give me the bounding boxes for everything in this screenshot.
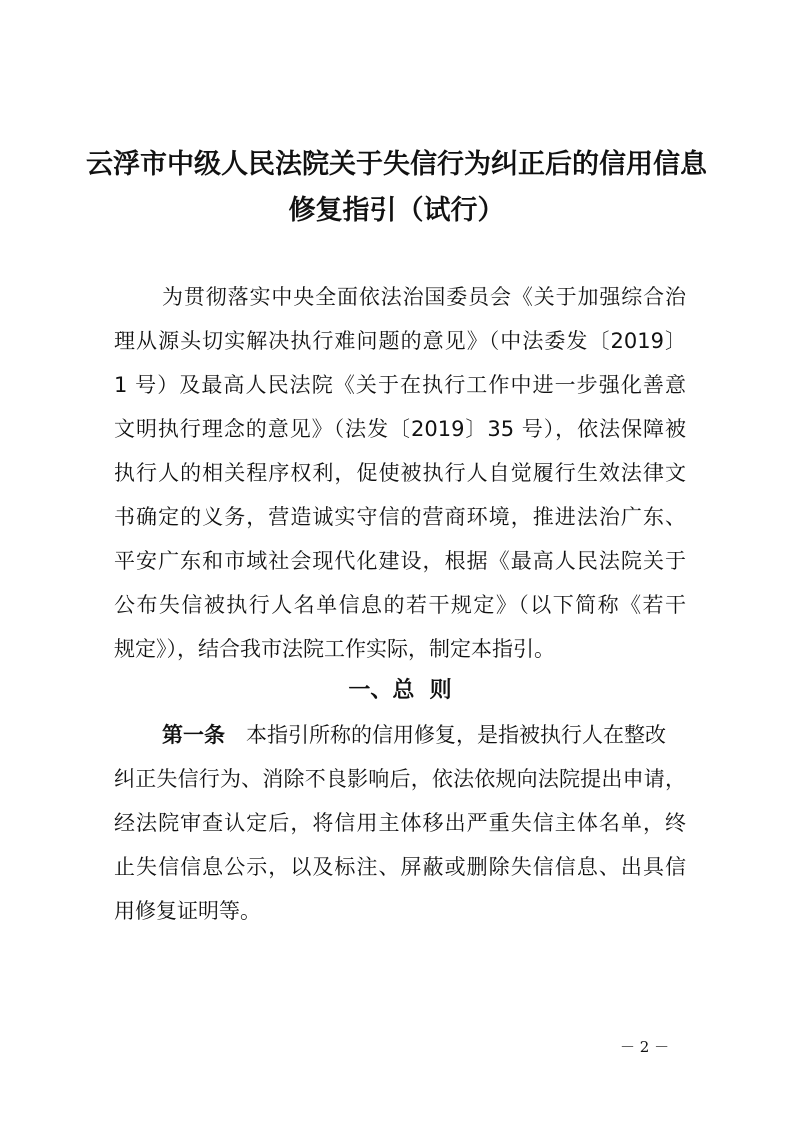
article-label: 第一条 [162, 723, 225, 747]
article-line: 止失信信息公示，以及标注、屏蔽或删除失信信息、出具信 [114, 855, 686, 879]
preamble-line: 书确定的义务，营造诚实守信的营商环境，推进法治广东、 [114, 505, 686, 529]
preamble-line: 1 号）及最高人民法院《关于在执行工作中进一步强化善意 [114, 373, 686, 397]
preamble-line: 理从源头切实解决执行难问题的意见》（中法委发〔2019〕 [114, 329, 686, 353]
section-heading-general: 一、总 则 [348, 678, 452, 703]
article-line: 用修复证明等。 [114, 899, 261, 923]
article-line: 经法院审查认定后，将信用主体移出严重失信主体名单，终 [114, 811, 686, 835]
article-1-first-line [162, 720, 686, 750]
preamble-line: 平安广东和市域社会现代化建设，根据《最高人民法院关于 [114, 549, 686, 573]
article-text: 本指引所称的信用修复，是指被执行人在整改 [246, 723, 666, 747]
document-title-line-1: 云浮市中级人民法院关于失信行为纠正后的信用信息 [86, 149, 707, 180]
page-number: － 2 － [620, 1038, 670, 1056]
preamble-line: 执行人的相关程序权利，促使被执行人自觉履行生效法律文 [114, 461, 686, 485]
article-spacer [225, 723, 246, 747]
preamble-line: 为贯彻落实中央全面依法治国委员会《关于加强综合治 [162, 285, 686, 309]
preamble-line: 文明执行理念的意见》（法发〔2019〕35 号），依法保障被 [114, 417, 686, 441]
preamble-line: 公布失信被执行人名单信息的若干规定》（以下简称《若干 [114, 593, 686, 617]
document-title-line-2: 修复指引（试行） [288, 195, 505, 226]
article-line: 纠正失信行为、消除不良影响后，依法依规向法院提出申请， [114, 767, 686, 791]
preamble-line: 规定》），结合我市法院工作实际，制定本指引。 [114, 637, 555, 661]
